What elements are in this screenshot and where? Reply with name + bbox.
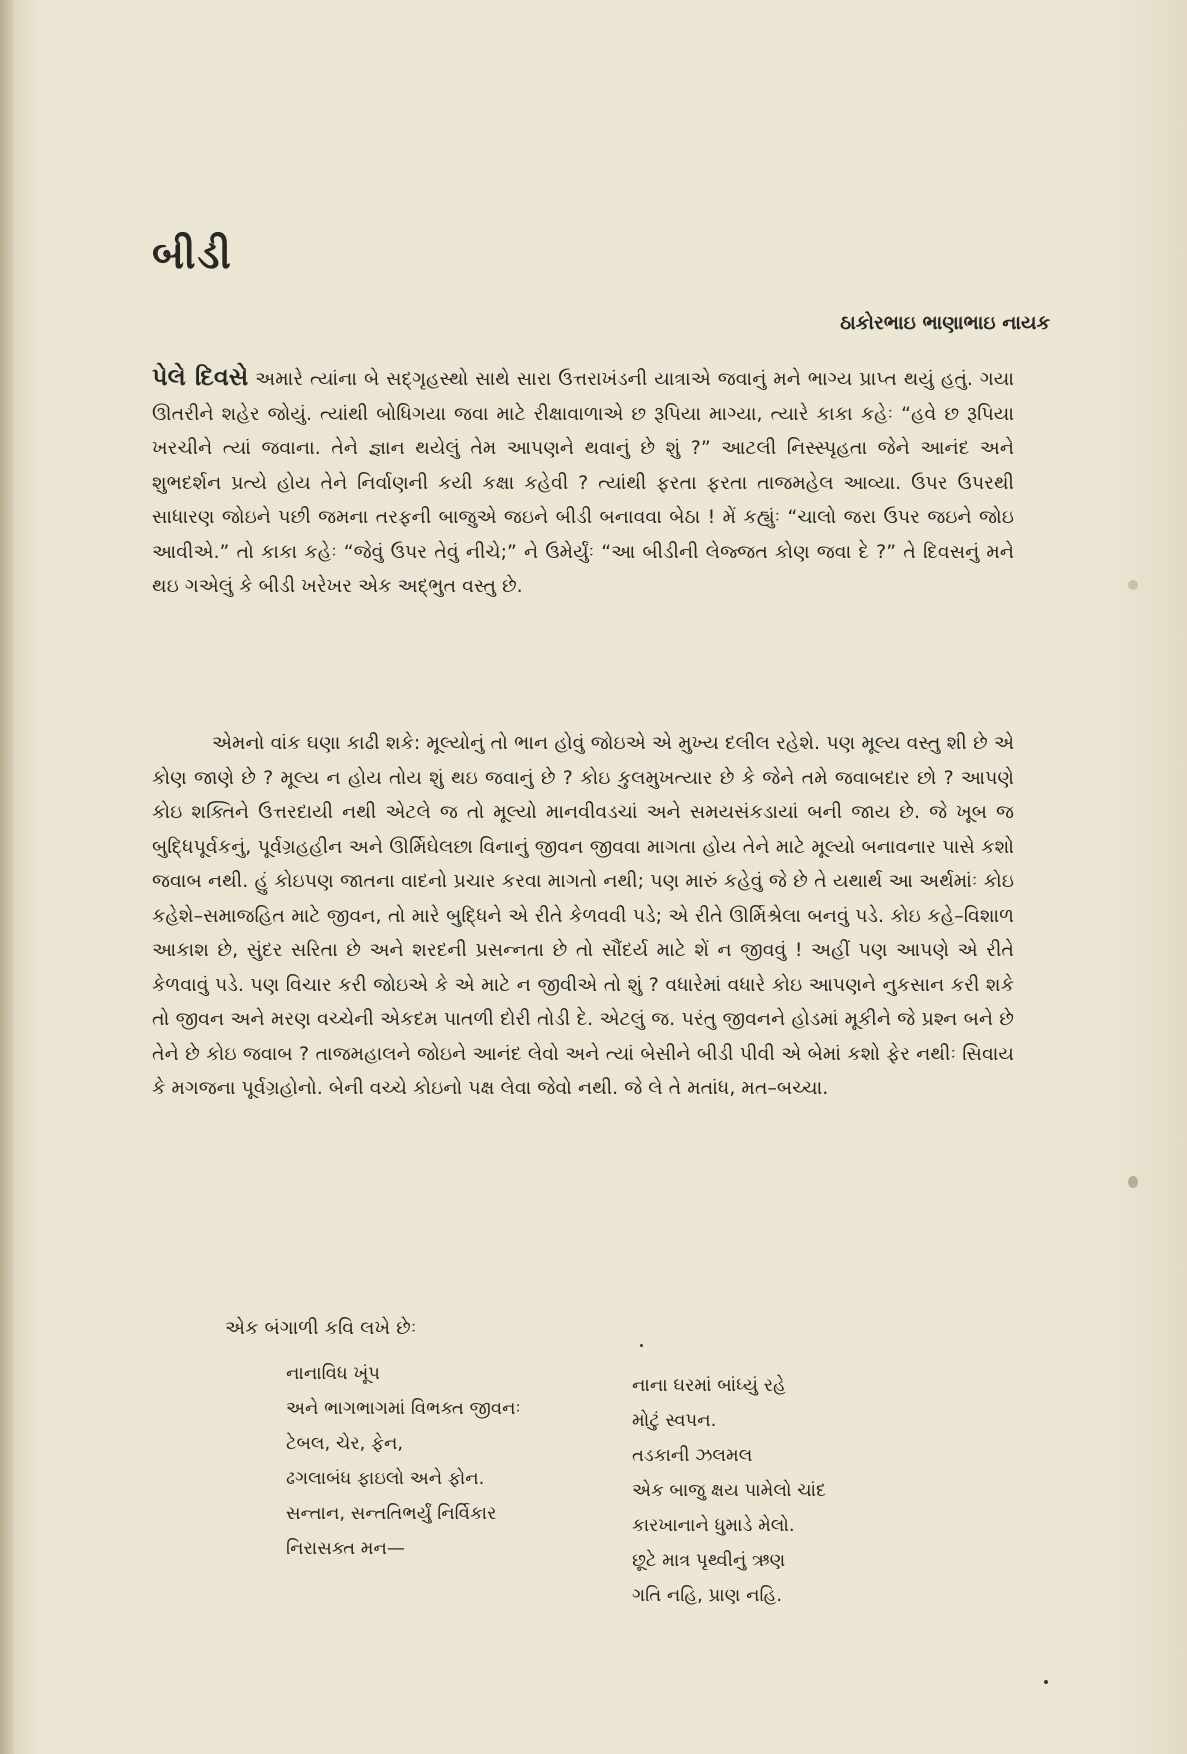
poem-right-column [632,1368,826,1613]
paragraph-2: એમનો વાંક ઘણા કાઢી શકે: મૂલ્યોનું તો ભાન હોવું જોઇએ એ મુખ્ય દલીલ રહેશે. પણ મૂલ્ય વસ્તુ શી છે એ કોણ જાણે છે ? મૂલ્ય ન હોય તોય શું થઇ જવાનું છે ? કોઇ કુલમુખત્યાર છે કે જેને તમે જવાબદાર છો ? આપણે કોઇ શક્તિને ઉત્તરદાયી નથી એટલે જ તો મૂલ્યો માનવીવડચાં અને સમયસંકડાયાં બની જાય છે. જે ખૂબ જ બુદ્ધિપૂર્વકનું, પૂર્વગ્રહહીન અને ઊર્મિઘેલછા વિનાનું જીવન જીવવા માગતા હોય તેને માટે મૂલ્યો બનાવનાર પાસે કશો જવાબ નથી. હું કોઇપણ જાતના વાદનો પ્રચાર કરવા માગતો નથી; પણ મારું કહેવું જે છે તે યથાર્થ આ અર્થમાંઃ કોઇ કહેશે–સમાજહિત માટે જીવન, તો મારે બુદ્ધિને એ રીતે કેળવવી પડે; એ રીતે ઊર્મિશ્રેલા બનવું પડે. કોઇ કહે–વિશાળ આકાશ છે, સુંદર સરિતા છે અને શરદની પ્રસન્નતા છે તો સૌંદર્ય માટે શેં ન જીવવું ! અહીં પણ આપણે એ રીતે કેળવાવું પડે. પણ વિચાર કરી જોઇએ કે એ માટે ન જીવીએ તો શું ? વધારેમાં વધારે કોઇ આપણને નુકસાન કરી શકે તો જીવન અને મરણ વચ્ચેની એકદમ પાતળી દોરી તોડી દે. એટલું જ. પરંતુ જીવનને હોડમાં મૂકીને જે પ્રશ્ન બને છે તેને છે કોઇ જવાબ ? તાજમહાલને જોઇને આનંદ લેવો અને ત્યાં બેસીને બીડી પીવી એ બેમાં કશો ફેર નથીઃ સિવાય કે મગજના પૂર્વગ્રહોનો. બેની વચ્ચે કોઇનો પક્ષ લેવા જેવો નથી. જે લે તે મતાંધ, મત–બચ્ચા. [152,732,1014,1099]
paragraph-1 [152,360,1014,604]
poem-line: છૂટે માત્ર પૃથ્વીનું ઋણ [632,1550,786,1571]
paper-speck [1128,580,1138,590]
poem-left-column [286,1356,521,1566]
poem-line: મોટું સ્વપન. [632,1410,717,1431]
poem-line: નિરાસક્ત મન— [286,1538,405,1559]
poem-line: તડકાની ઝલમલ [632,1445,753,1466]
paragraph-1-text: અમારે ત્યાંના બે સદ્‌ગૃહસ્થો સાથે સારા ઉત્તરાખંડની યાત્રાએ જવાનું મને ભાગ્ય પ્રાપ્ત થયું હતું. ગયા ઊતરીને શહેર જોયું. ત્યાંથી બોધિગયા જવા માટે રીક્ષાવાળાએ છ રૂપિયા માગ્યા, ત્યારે કાકા કહેઃ “હવે છ રૂપિયા ખરચીને ત્યાં જવાના. તેને જ્ઞાન થયેલું તેમ આપણને થવાનું છે શું ?” આટલી નિસ્સ્પૃહતા જેને આનંદ અને શુભદર્શન પ્રત્યે હોય તેને નિર્વાણની કયી કક્ષા કહેવી ? ત્યાંથી ફરતા ફરતા તાજમહેલ આવ્યા. ઉપર ઉપરથી સાધારણ જોઇને પછી જમના તરફની બાજુએ જઇને બીડી બનાવવા બેઠા ! મેં કહ્યુંઃ “ચાલો જરા ઉપર જઇને જોઇ આવીએ.” તો કાકા કહેઃ “જેવું ઉપર તેવું નીચે;” ને ઉમેર્યુંઃ “આ બીડીની લેજ્જત કોણ જવા દે ?” તે દિવસનું મને થઇ ગએલું કે બીડી ખરેખર એક અદ્‌ભુત વસ્તુ છે. [152,368,1014,597]
paper-speck [1128,1176,1138,1188]
poem-line: સન્તાન, સન્તતિભર્યું નિર્વિકાર [286,1503,497,1524]
essay-title: બીડી [152,232,233,278]
poem-line: કારખાનાને ધુમાડે મેલો. [632,1515,795,1536]
page-binding-edge [0,0,14,1754]
poem-line: નાના ઘરમાં બાંધ્યું રહે [632,1375,786,1396]
paper-speck [1044,1680,1048,1684]
poem-intro: એક બંગાળી કવિ લખે છેઃ [225,1317,417,1339]
paragraph-1-lead: પેલે દિવસે [152,363,249,391]
paper-speck [640,1344,643,1347]
poem-line: અને ભાગભાગમાં વિભક્ત જીવનઃ [286,1398,521,1419]
poem-line: ઢગલાબંધ ફાઇલો અને ફોન. [286,1468,485,1489]
poem-line: ગતિ નહિ, પ્રાણ નહિ. [632,1585,783,1606]
author-name: ઠાકોરભાઇ ભાણાભાઇ નાયક [840,312,1050,334]
poem-line: એક બાજુ ક્ષય પામેલો ચાંદ [632,1480,827,1501]
poem-line: નાનાવિધ ખૂંપ [286,1363,380,1384]
poem-line: ટેબલ, ચેર, ફેન, [286,1433,404,1454]
